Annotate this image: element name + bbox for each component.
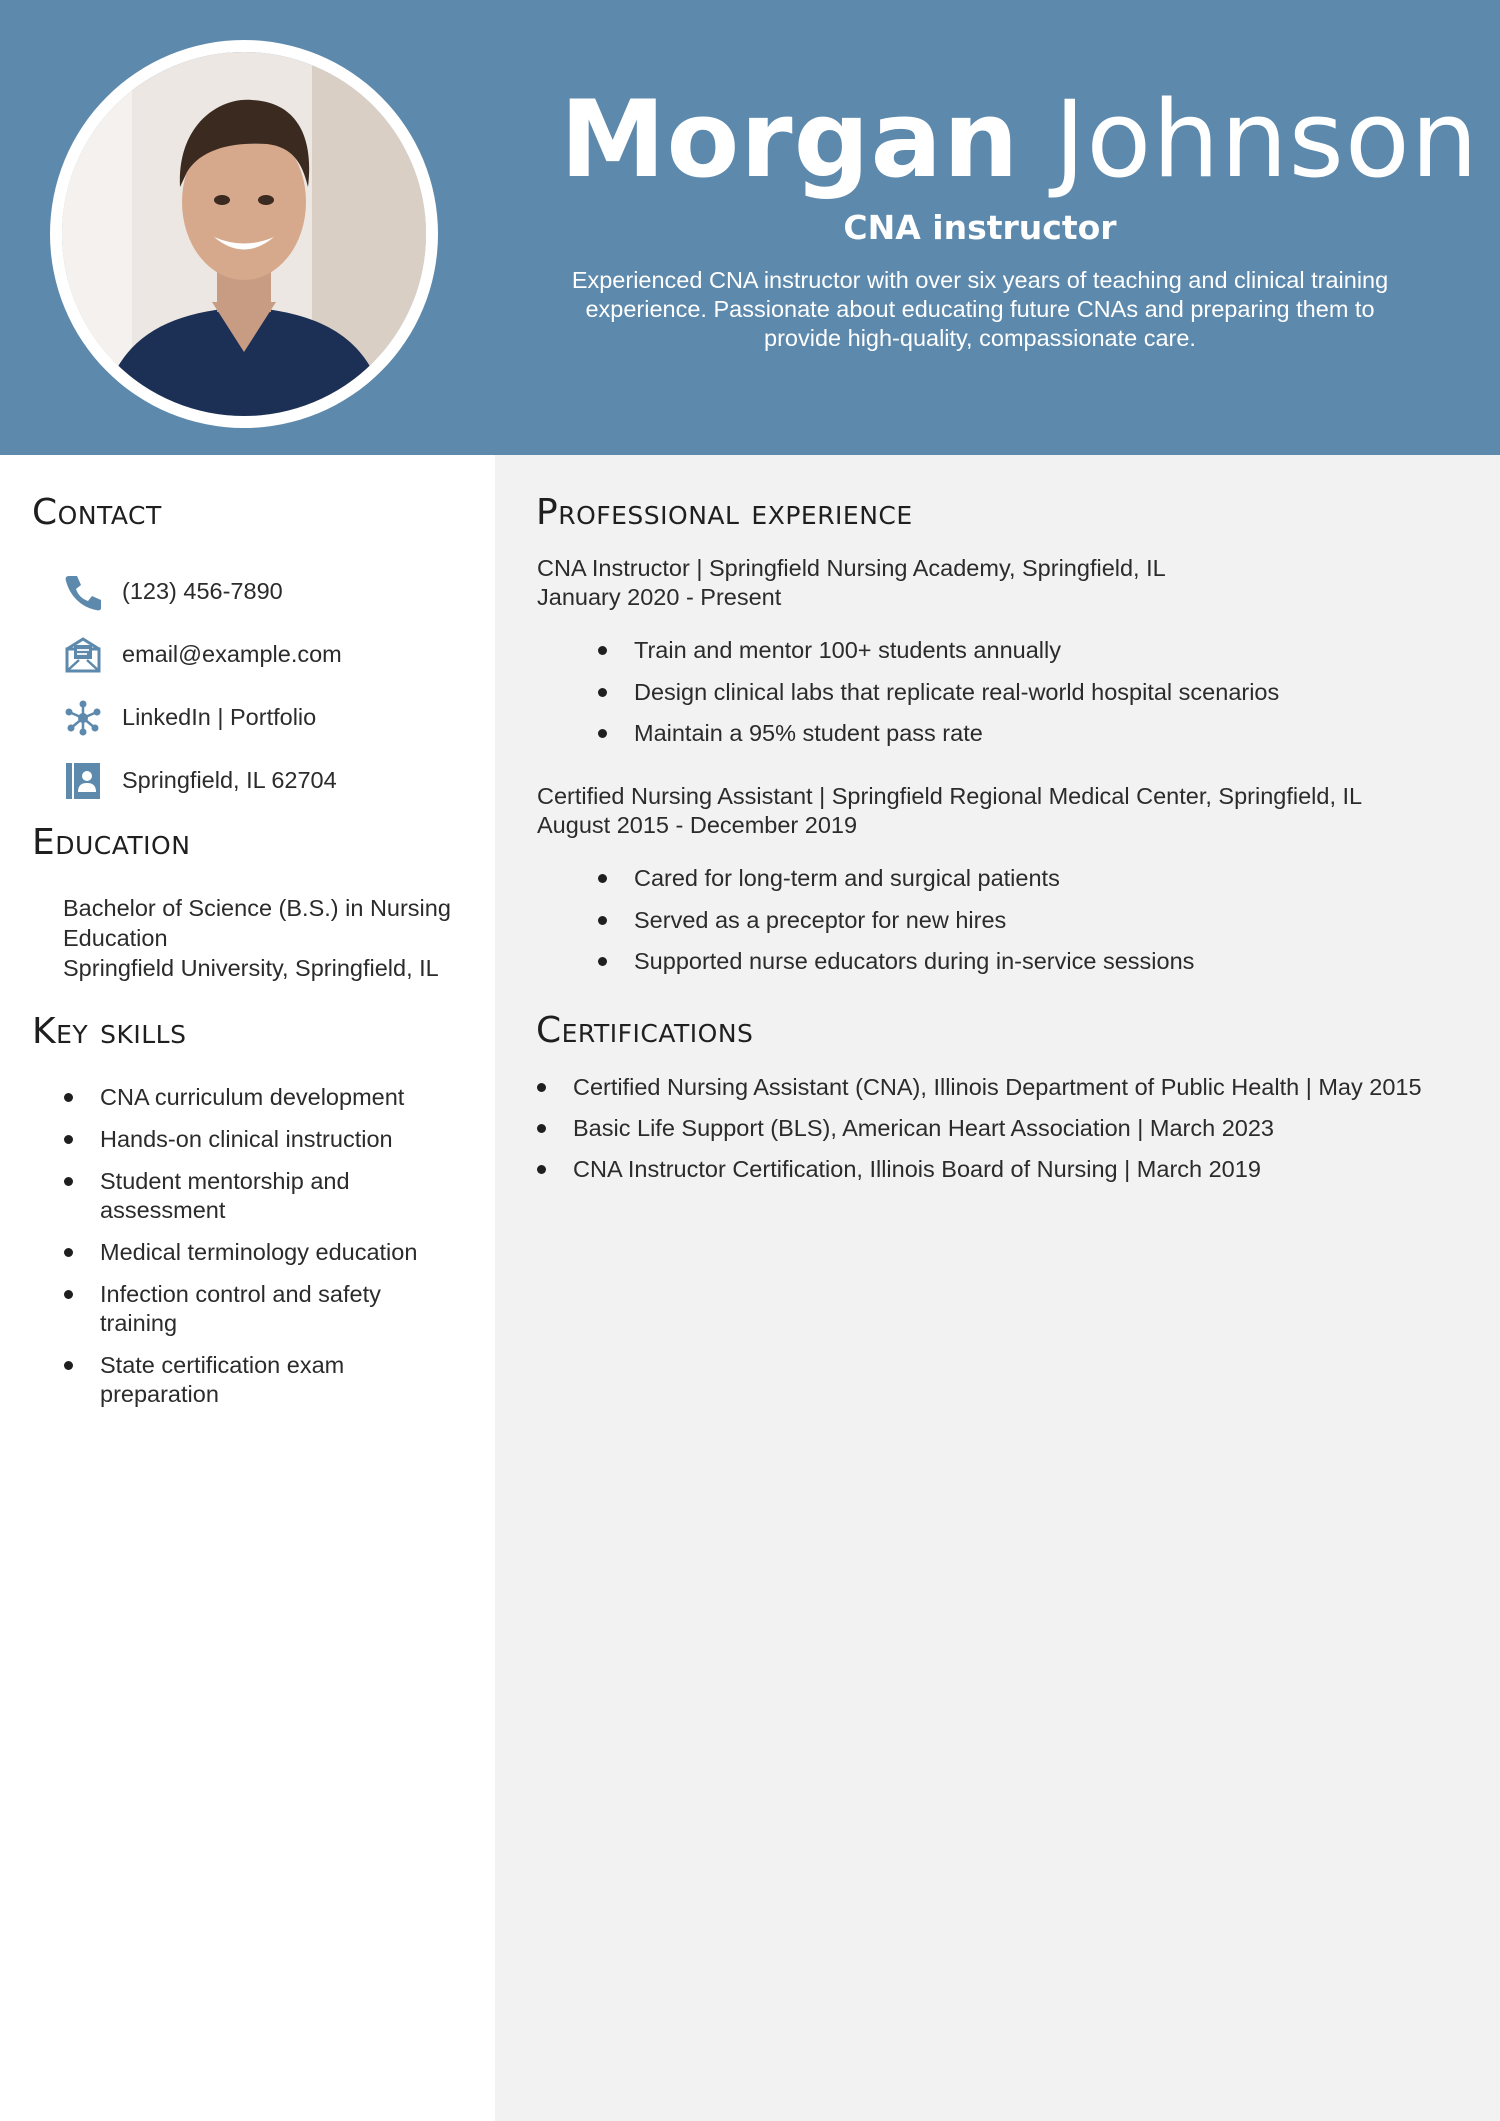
contact-list (62, 560, 482, 812)
duty-item: Served as a preceptor for new hires (634, 906, 1454, 935)
contact-heading: Contact (32, 492, 162, 533)
duty-item: Design clinical labs that replicate real-world hospital scenarios (634, 678, 1454, 707)
contact-email (62, 623, 482, 686)
profile-summary: Experienced CNA instructor with over six years of teaching and clinical training experience. Passionate about educating future CNAs and preparing them to provide high-quality, compassionate care. (571, 267, 1389, 351)
certifications-list (573, 1073, 1433, 1196)
header-banner (0, 0, 1500, 455)
skill-item: Medical terminology education (100, 1238, 440, 1267)
contact-phone (62, 560, 482, 623)
duty-item: Train and mentor 100+ students annually (634, 636, 1454, 665)
profile-photo (62, 52, 426, 416)
job-header (537, 782, 1437, 840)
contact-phone-text: (123) 456-7890 (122, 578, 283, 604)
candidate-name (560, 78, 1479, 201)
location-icon (62, 760, 104, 802)
education-degree: Bachelor of Science (B.S.) in Nursing Education (63, 895, 451, 951)
education-entry (63, 893, 483, 983)
job-header (537, 554, 1437, 612)
job-role: CNA Instructor | Springfield Nursing Academy, Springfield, IL (537, 555, 1166, 581)
profile-photo-frame (50, 40, 438, 428)
skill-item: CNA curriculum development (100, 1083, 440, 1112)
skill-item: Hands-on clinical instruction (100, 1125, 440, 1154)
job-title: CNA instructor (843, 208, 1117, 247)
skill-item: Student mentorship and assessment (100, 1167, 440, 1225)
skill-item: Infection control and safety training (100, 1280, 440, 1338)
first-name: Morgan (560, 78, 1020, 201)
duty-item: Cared for long-term and surgical patients (634, 864, 1454, 893)
experience-heading: Professional experience (536, 492, 913, 533)
job-dates: January 2020 - Present (537, 584, 782, 610)
job-duties-list (634, 636, 1454, 761)
duty-item: Maintain a 95% student pass rate (634, 719, 1454, 748)
network-icon (62, 697, 104, 739)
contact-location-text: Springfield, IL 62704 (122, 767, 337, 793)
education-school: Springfield University, Springfield, IL (63, 955, 439, 981)
certification-item: Certified Nursing Assistant (CNA), Illinois Department of Public Health | May 2015 (573, 1073, 1433, 1102)
skill-item: State certification exam preparation (100, 1351, 440, 1409)
education-heading: Education (32, 822, 191, 863)
certification-item: CNA Instructor Certification, Illinois Board of Nursing | March 2019 (573, 1155, 1433, 1184)
job-role: Certified Nursing Assistant | Springfield Regional Medical Center, Springfield, IL (537, 783, 1363, 809)
contact-links (62, 686, 482, 749)
job-duties-list (634, 864, 1454, 989)
email-icon (62, 634, 104, 676)
certifications-heading: Certifications (536, 1010, 754, 1051)
contact-email-text: email@example.com (122, 641, 342, 667)
skills-heading: Key skills (32, 1011, 187, 1052)
last-name: Johnson (1054, 78, 1479, 201)
certification-item: Basic Life Support (BLS), American Heart Association | March 2023 (573, 1114, 1433, 1143)
contact-location (62, 749, 482, 812)
phone-icon (62, 571, 104, 613)
contact-links-text: LinkedIn | Portfolio (122, 704, 317, 730)
duty-item: Supported nurse educators during in-service sessions (634, 947, 1454, 976)
skills-list (100, 1083, 440, 1422)
job-dates: August 2015 - December 2019 (537, 812, 858, 838)
